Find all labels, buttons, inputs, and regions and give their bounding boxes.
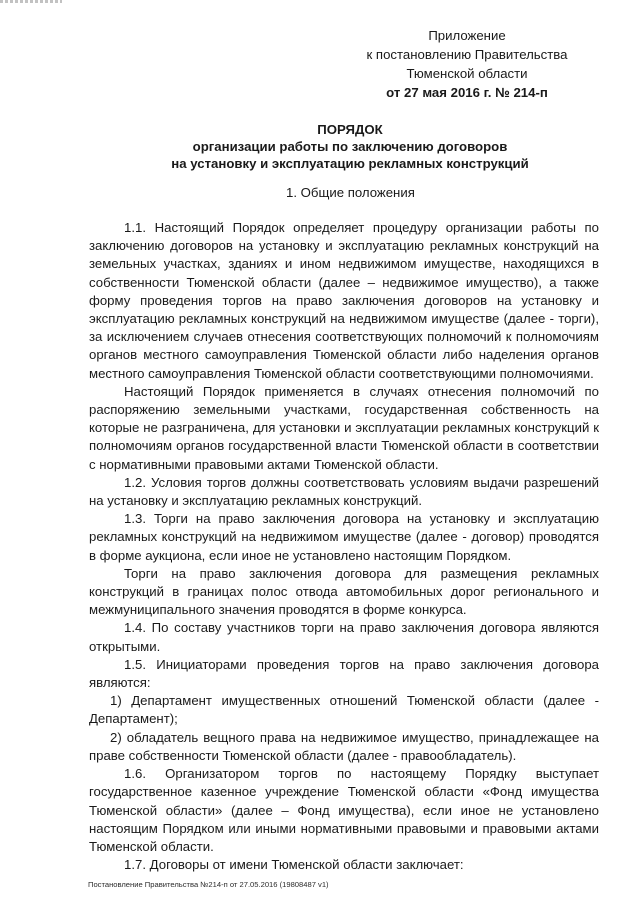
- paragraph-1-7: 1.7. Договоры от имени Тюменской области заключает:: [124, 857, 464, 873]
- paragraph-1-5: 1.5. Инициаторами проведения торгов на право заключения договора являются:: [89, 656, 599, 691]
- paragraph-1-1: 1.1. Настоящий Порядок определяет процедуру организации работы по заключению договоров на установку и эксплуатацию рекламных конструкций на земельных участках, зданиях и ином недвижимом имуществе, находящихся в собственности Тюменской области (далее – недвижимое имущество), а также форму проведения торгов на право заключения договоров на установку и эксплуатацию рекламных конструкций на недвижимом имуществе (далее - торги), за исключением случаев отнесения соответствующих полномочий к полномочиям органов местного самоуправления Тюменской области либо наделения органов местного самоуправления Тюменской области соответствующими полномочиями.: [89, 220, 599, 381]
- paragraph-1-6: 1.6. Организатором торгов по настоящему Порядку выступает государственное казенное учреждение Тюменской области «Фонд имущества Тюменской области» (далее – Фонд имущества), если иное не установлено настоящим Порядком или иными нормативными правовыми и правовыми актами Тюменской области.: [89, 766, 599, 854]
- paragraph-1-3: 1.3. Торги на право заключения договора на установку и эксплуатацию рекламных конструкций на недвижимом имуществе (далее - договор) проводятся в форме аукциона, если иное не установлено настоящим Порядком.: [89, 511, 599, 563]
- document-body: [89, 219, 599, 874]
- paragraph-1-4: 1.4. По составу участников торги на право заключения договора являются открытыми.: [89, 620, 599, 654]
- document-subtitle-line-1: организации работы по заключению договоров: [192, 139, 508, 154]
- document-subtitle-line-2: на установку и эксплуатацию рекламных конструкций: [171, 156, 529, 171]
- appendix-header: [352, 26, 582, 102]
- paragraph-1-1-scope: Настоящий Порядок применяется в случаях отнесения полномочий по распоряжению земельными участками, государственная собственность на которые не разграничена, для установки и эксплуатации рекламных конструкций к полномочиям органов государственной власти Тюменской области в соответствии с нормативными правовыми актами Тюменской области.: [89, 383, 599, 472]
- paragraph-1-3-contest: Торги на право заключения договора для размещения рекламных конструкций в границах полос отвода автомобильных дорог регионального и межмуниципального значения проводятся в форме конкурса.: [89, 565, 599, 618]
- document-title: ПОРЯДОК: [317, 122, 383, 137]
- list-item-2: 2) обладатель вещного права на недвижимое имущество, принадлежащее на праве собственности Тюменской области (далее - правообладатель).: [89, 729, 599, 763]
- appendix-decree: к постановлению Правительства: [366, 47, 568, 62]
- appendix-label: Приложение: [428, 28, 506, 43]
- appendix-date: от 27 мая 2016 г. № 214-п: [386, 85, 548, 100]
- paragraph-1-2: 1.2. Условия торгов должны соответствовать условиям выдачи разрешений на установку и эксплуатацию рекламных конструкций.: [89, 474, 599, 509]
- section-title: 1. Общие положения: [286, 185, 415, 200]
- page-footer: Постановление Правительства №214-п от 27.05.2016 (19808487 v1): [88, 880, 329, 889]
- scan-artifact: [0, 0, 62, 3]
- appendix-region: Тюменской области: [406, 66, 528, 81]
- list-item-1: 1) Департамент имущественных отношений Тюменской области (далее - Департамент);: [89, 693, 599, 727]
